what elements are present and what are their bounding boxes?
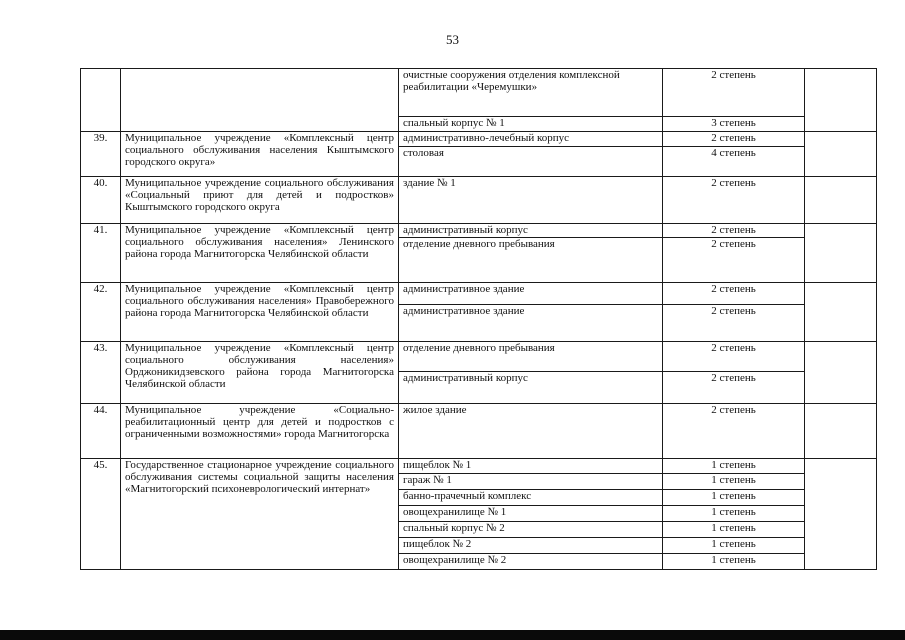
fire-resistance-degree: 2 степень — [663, 132, 805, 147]
empty-cell — [805, 177, 877, 224]
fire-resistance-degree: 2 степень — [663, 224, 805, 238]
organization-name: Государственное стационарное учреждение социального обслуживания системы социальной защиты населения «Магнитогорский психоневрологический интернат» — [121, 459, 399, 570]
building-name: отделение дневного пребывания — [399, 342, 663, 372]
building-name: административный корпус — [399, 372, 663, 404]
fire-resistance-degree: 2 степень — [663, 372, 805, 404]
building-name: пищеблок № 1 — [399, 459, 663, 474]
organization-name — [121, 69, 399, 132]
fire-resistance-degree: 2 степень — [663, 177, 805, 224]
row-number: 44. — [81, 404, 121, 459]
organization-name: Муниципальное учреждение социального обслуживания «Социальный приют для детей и подростков» Кыштымского городского округа — [121, 177, 399, 224]
fire-resistance-degree: 1 степень — [663, 522, 805, 538]
building-name: спальный корпус № 2 — [399, 522, 663, 538]
building-name: административный корпус — [399, 224, 663, 238]
building-name: спальный корпус № 1 — [399, 117, 663, 132]
table-row — [81, 177, 877, 224]
table-row — [81, 69, 877, 117]
building-name: здание № 1 — [399, 177, 663, 224]
fire-resistance-degree: 1 степень — [663, 474, 805, 490]
building-name: административное здание — [399, 305, 663, 342]
table-row — [81, 283, 877, 305]
fire-resistance-degree: 2 степень — [663, 404, 805, 459]
empty-cell — [805, 224, 877, 283]
empty-cell — [805, 283, 877, 342]
fire-resistance-degree: 2 степень — [663, 342, 805, 372]
row-number: 42. — [81, 283, 121, 342]
row-number — [81, 69, 121, 132]
building-name: очистные сооружения отделения комплексной реабилитации «Черемушки» — [399, 69, 663, 117]
building-name: жилое здание — [399, 404, 663, 459]
organization-name: Муниципальное учреждение «Комплексный центр социального обслуживания населения» Правобережного района города Магнитогорска Челябинской области — [121, 283, 399, 342]
table-row — [81, 404, 877, 459]
row-number: 40. — [81, 177, 121, 224]
scan-edge-bar — [0, 630, 905, 640]
institutions-table — [80, 68, 877, 570]
empty-cell — [805, 404, 877, 459]
organization-name: Муниципальное учреждение «Комплексный центр социального обслуживания населения» Орджоникидзевского района города Магнитогорска Челябинской области — [121, 342, 399, 404]
building-name: банно-прачечный комплекс — [399, 490, 663, 506]
table-row — [81, 132, 877, 147]
empty-cell — [805, 69, 877, 132]
organization-name: Муниципальное учреждение «Комплексный центр социального обслуживания населения Кыштымского городского округа» — [121, 132, 399, 177]
row-number: 45. — [81, 459, 121, 570]
building-name: отделение дневного пребывания — [399, 238, 663, 283]
organization-name: Муниципальное учреждение «Социально-реабилитационный центр для детей и подростков с ограниченными возможностями» города Магнитогорска — [121, 404, 399, 459]
building-name: овощехранилище № 2 — [399, 554, 663, 570]
fire-resistance-degree: 2 степень — [663, 69, 805, 117]
row-number: 39. — [81, 132, 121, 177]
fire-resistance-degree: 1 степень — [663, 459, 805, 474]
empty-cell — [805, 459, 877, 570]
fire-resistance-degree: 4 степень — [663, 147, 805, 177]
row-number: 43. — [81, 342, 121, 404]
empty-cell — [805, 342, 877, 404]
fire-resistance-degree: 1 степень — [663, 538, 805, 554]
table-row — [81, 459, 877, 474]
fire-resistance-degree: 1 степень — [663, 506, 805, 522]
building-name: административное здание — [399, 283, 663, 305]
table-row — [81, 342, 877, 372]
page-number: 53 — [446, 32, 459, 47]
row-number: 41. — [81, 224, 121, 283]
fire-resistance-degree: 1 степень — [663, 554, 805, 570]
empty-cell — [805, 132, 877, 177]
building-name: пищеблок № 2 — [399, 538, 663, 554]
building-name: овощехранилище № 1 — [399, 506, 663, 522]
building-name: гараж № 1 — [399, 474, 663, 490]
fire-resistance-degree: 3 степень — [663, 117, 805, 132]
table-row — [81, 224, 877, 238]
organization-name: Муниципальное учреждение «Комплексный центр социального обслуживания населения» Ленинского района города Магнитогорска Челябинской области — [121, 224, 399, 283]
fire-resistance-degree: 1 степень — [663, 490, 805, 506]
fire-resistance-degree: 2 степень — [663, 238, 805, 283]
fire-resistance-degree: 2 степень — [663, 305, 805, 342]
fire-resistance-degree: 2 степень — [663, 283, 805, 305]
building-name: административно-лечебный корпус — [399, 132, 663, 147]
building-name: столовая — [399, 147, 663, 177]
